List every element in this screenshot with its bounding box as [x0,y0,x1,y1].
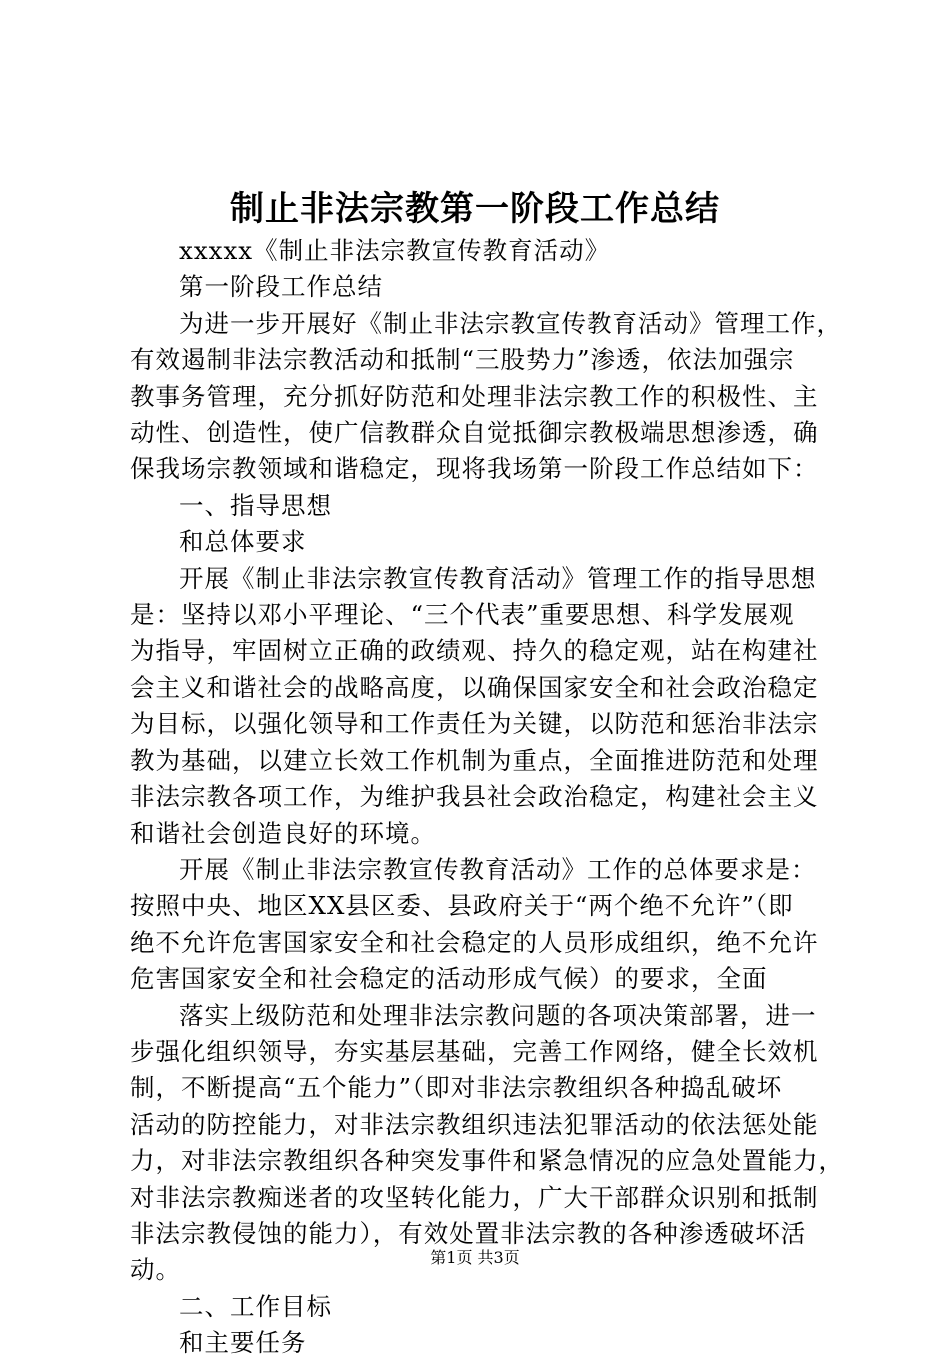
paragraph-line: 和谐社会创造良好的环境。 [130,818,436,848]
paragraph-line: 按照中央、地区XX县区委、县政府关于“两个绝不允许”（即 [130,891,794,921]
paragraph-line: 危害国家安全和社会稳定的活动形成气候）的要求，全面 [130,964,768,994]
page-number: 第1页 共3页 [430,1248,520,1267]
section-heading: 和主要任务 [179,1328,307,1358]
paragraph-line: 为进一步开展好《制止非法宗教宣传教育活动》管理工作， [179,308,842,338]
paragraph-line: 会主义和谐社会的战略高度，以确保国家安全和社会政治稳定 [130,672,819,702]
document-title: 制止非法宗教第一阶段工作总结 [230,189,720,229]
paragraph-line: 动性、创造性，使广信教群众自觉抵御宗教极端思想渗透，确 [130,418,819,448]
subtitle-line: 第一阶段工作总结 [179,272,383,302]
paragraph-line: 教为基础，以建立长效工作机制为重点，全面推进防范和处理 [130,745,819,775]
paragraph-line: 开展《制止非法宗教宣传教育活动》工作的总体要求是： [179,854,817,884]
paragraph-line: 非法宗教各项工作，为维护我县社会政治稳定，构建社会主义 [130,782,819,812]
section-heading: 和总体要求 [179,527,307,557]
paragraph-line: 非法宗教侵蚀的能力），有效处置非法宗教的各种渗透破坏活 [130,1218,807,1248]
subtitle-line: xxxxx《制止非法宗教宣传教育活动》 [179,236,611,265]
section-heading: 一、指导思想 [179,490,332,520]
paragraph-line: 落实上级防范和处理非法宗教问题的各项决策部署，进一 [179,1000,817,1030]
paragraph-line: 为指导，牢固树立正确的政绩观、持久的稳定观，站在构建社 [130,636,819,666]
paragraph-line: 活动的防控能力，对非法宗教组织违法犯罪活动的依法惩处能 [130,1109,819,1139]
paragraph-line: 制，不断提高“五个能力”（即对非法宗教组织各种捣乱破坏 [130,1073,783,1103]
paragraph-line: 教事务管理，充分抓好防范和处理非法宗教工作的积极性、主 [130,381,819,411]
paragraph-line: 动。 [130,1255,181,1285]
paragraph-line: 开展《制止非法宗教宣传教育活动》管理工作的指导思想 [179,563,817,593]
paragraph-line: 步强化组织领导，夯实基层基础，完善工作网络，健全长效机 [130,1036,819,1066]
paragraph-line: 对非法宗教痴迷者的攻坚转化能力，广大干部群众识别和抵制 [130,1182,819,1212]
paragraph-line: 保我场宗教领域和谐稳定，现将我场第一阶段工作总结如下： [130,454,819,484]
section-heading: 二、工作目标 [179,1291,332,1321]
paragraph-line: 是：坚持以邓小平理论、“三个代表”重要思想、科学发展观 [130,600,795,630]
paragraph-line: 为目标，以强化领导和工作责任为关键，以防范和惩治非法宗 [130,709,819,739]
paragraph-line: 有效遏制非法宗教活动和抵制“三股势力”渗透，依法加强宗 [130,345,795,375]
document-body [130,233,850,1362]
paragraph-line: 力，对非法宗教组织各种突发事件和紧急情况的应急处置能力， [130,1146,844,1176]
paragraph-line: 绝不允许危害国家安全和社会稳定的人员形成组织，绝不允许 [130,927,819,957]
